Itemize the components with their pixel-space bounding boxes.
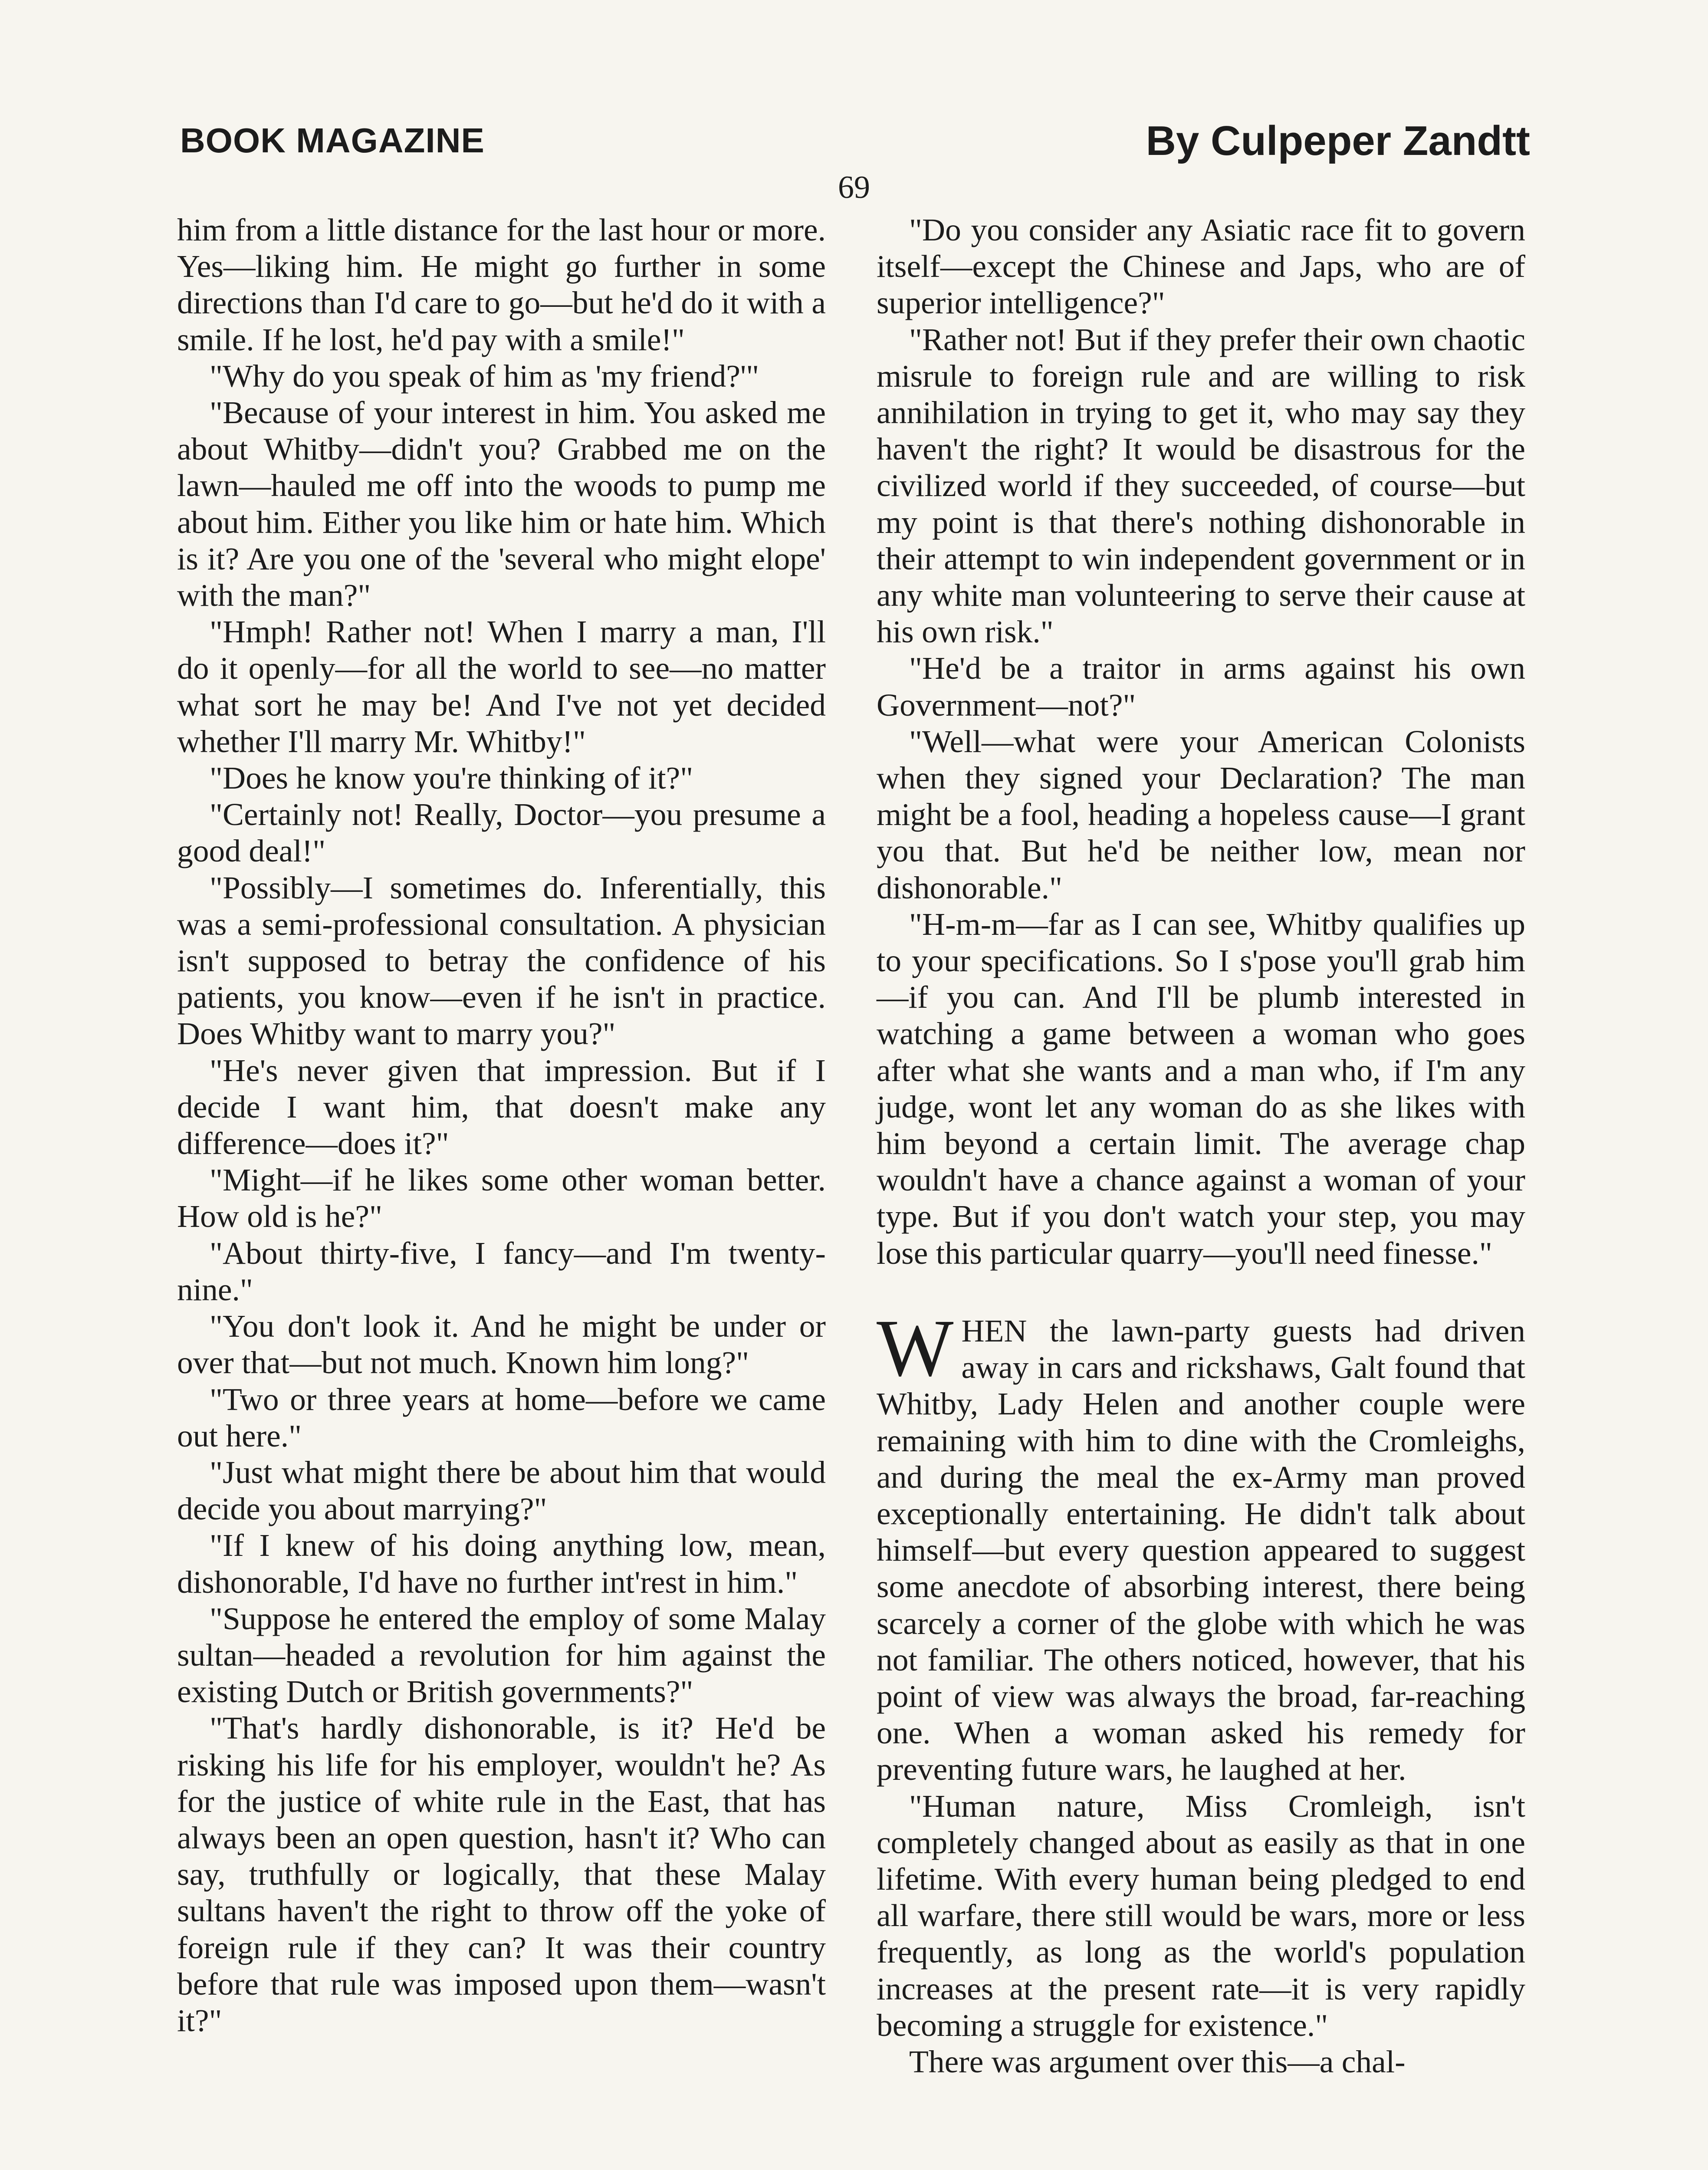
paragraph: him from a little distance for the last hour or more. Yes—liking him. He might go further in some directions than I'd care to go—but he'd do it with a smile. If he lost, he'd pay with a smile!" [177,212,826,357]
paragraph: "Human nature, Miss Cromleigh, isn't completely changed about as easily as that in one lifetime. With every human being pledged to end all warfare, there still would be wars, more or less frequently, as long as the world's population increases at the present rate—it is very rapidly becoming a struggle for existence." [877,1788,1525,2043]
paragraph: "That's hardly dishonorable, is it? He'd be risking his life for his employer, wouldn't he? As for the justice of white rule in the East, that has always been an open question, hasn't it? Who can say, truthfully or logically, that these Malay sultans haven't the right to throw off the yoke of foreign rule if they can? It was their country before that rule was imposed upon them—wasn't it?" [177,1710,826,2038]
paragraph: "Does he know you're thinking of it?" [210,760,693,796]
paragraph: There was argument over this—a chal- [909,2044,1406,2079]
paragraph: "Suppose he entered the employ of some Malay sultan—headed a revolution for him against the existing Dutch or British governments?" [177,1601,826,1710]
paragraph: "If I knew of his doing anything low, mean, dishonorable, I'd have no further int'rest in him." [177,1528,826,1600]
paragraph: "Hmph! Rather not! When I marry a man, I'll do it openly—for all the world to see—no matter what sort he may be! And I've not yet decided whether I'll marry Mr. Whitby!" [177,614,826,759]
page-number: 69 [838,170,870,205]
paragraph: "He'd be a traitor in arms against his own Government—not?" [877,651,1525,723]
paragraph: "He's never given that impression. But if I decide I want him, that doesn't make any difference—does it?" [177,1052,826,1161]
section-opening-paragraph [877,1302,1525,1788]
paragraph: "Well—what were your American Colonists when they signed your Declaration? The man might be a fool, heading a hopeless cause—I grant you that. But he'd be neither low, mean nor dishonorable." [877,723,1525,905]
paragraph: "Might—if he likes some other woman better. How old is he?" [177,1162,826,1234]
author-byline: By Culpeper Zandtt [1146,118,1530,164]
drop-cap: W [877,1302,954,1393]
paragraph: "Because of your interest in him. You asked me about Whitby—didn't you? Grabbed me on the lawn—hauled me off into the woods to pump me about him. Either you like him or hate him. Which is it? Are you one of the 'several who might elope' with the man?" [177,395,826,613]
paragraph: "Just what might there be about him that would decide you about marrying?" [177,1454,826,1527]
paragraph: "Rather not! But if they prefer their own chaotic misrule to foreign rule and are willing to risk annihilation in trying to get it, who may say they haven't the right? It would be disastrous for the civilized world if they succeeded, of course—but my point is that there's nothing dishonorable in their attempt to win independent government or in any white man volunteering to serve their cause at his own risk." [877,322,1525,650]
paragraph: "Two or three years at home—before we came out here." [177,1381,826,1453]
paragraph: "H-m-m—far as I can see, Whitby qualifies up to your specifications. So I s'pose you'll grab him—if you can. And I'll be plumb interested in watching a game between a woman who goes after what she wants and a man who, if I'm any judge, wont let any woman do as she likes with him beyond a certain limit. The average chap wouldn't have a chance against a woman of your type. But if you don't watch your step, you may lose this particular quarry—you'll need finesse." [877,906,1525,1271]
paragraph: "Certainly not! Really, Doctor—you presume a good deal!" [177,797,826,869]
paragraph: "Why do you speak of him as 'my friend?'" [210,358,759,394]
paragraph: "Do you consider any Asiatic race fit to govern itself—except the Chinese and Japs, who are of superior intelligence?" [877,212,1525,321]
magazine-title: BOOK MAGAZINE [180,121,485,160]
paragraph: "Possibly—I sometimes do. Inferentially, this was a semi-professional consultation. A physician isn't supposed to betray the confidence of his patients, you know—even if he isn't in practice. Does Whitby want to marry you?" [177,870,826,1052]
section-opening-text: HEN the lawn-party guests had driven away in cars and rickshaws, Galt found that Whitby, Lady Helen and another couple were remaining with him to dine with the Cromleighs, and during the meal the ex-Army man proved exceptionally entertaining. He didn't talk about himself—but every question appeared to suggest some anecdote of absorbing interest, there being scarcely a corner of the globe with which he was not familiar. The others noticed, however, that his point of view was always the broad, far-reaching one. When a woman asked his remedy for preventing future wars, he laughed at her. [877,1313,1525,1787]
left-column [177,212,826,2039]
right-column [877,212,1525,2080]
paragraph: "About thirty-five, I fancy—and I'm twenty-nine." [177,1235,826,1307]
paragraph: "You don't look it. And he might be under or over that—but not much. Known him long?" [177,1309,826,1381]
